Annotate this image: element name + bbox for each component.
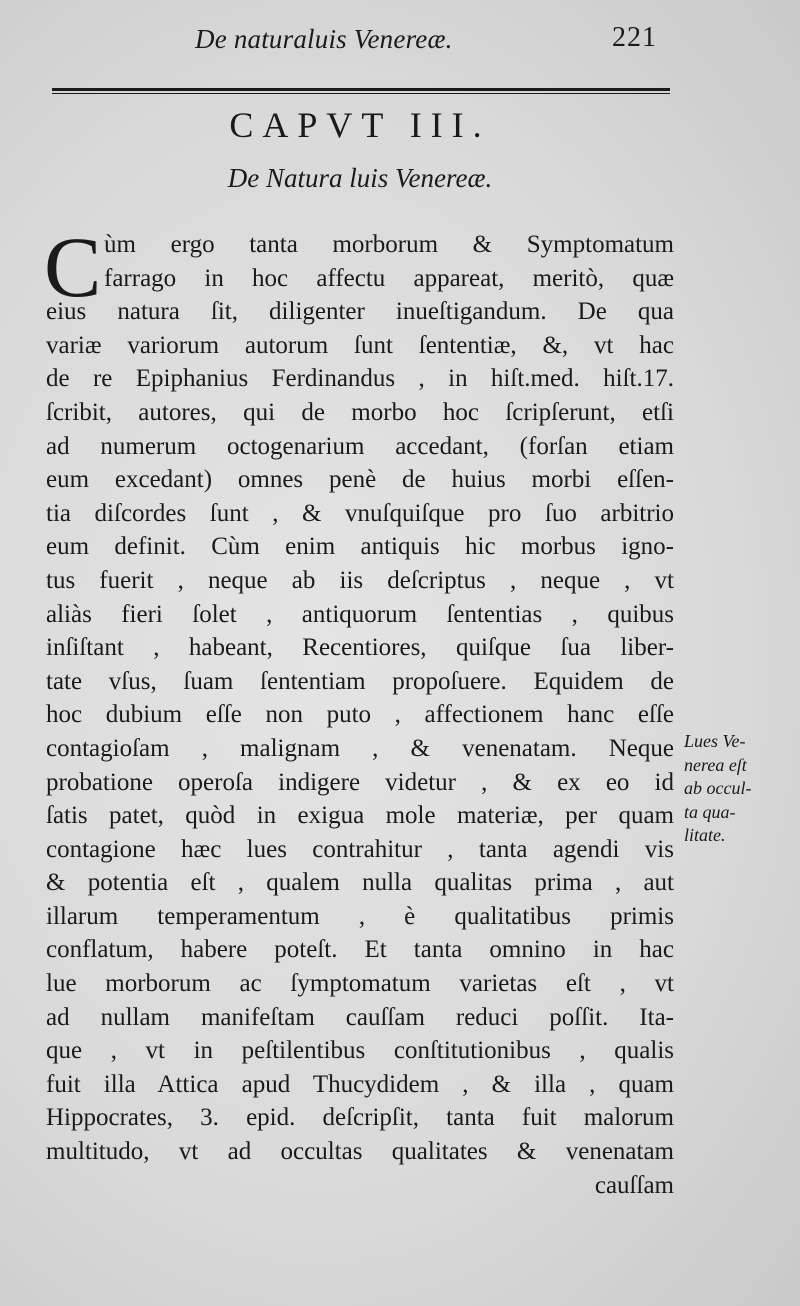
text-line: tus fuerit , neque ab iis deſcriptus , neque , vt bbox=[46, 566, 674, 594]
text-line: aliàs fieri ſolet , antiquorum ſententias , quibus bbox=[46, 600, 674, 628]
text-line: multitudo, vt ad occultas qualitates & venenatam bbox=[46, 1138, 674, 1166]
text-line: variæ variorum autorum ſunt ſententiæ, &, vt hac bbox=[46, 331, 674, 359]
text-line: de re Epiphanius Ferdinandus , in hiſt.med. hiſt.17. bbox=[46, 365, 674, 393]
text-line: ad nullam manifeſtam cauſſam reduci poſſit. Ita- bbox=[46, 1003, 674, 1031]
text-line: tia diſcordes ſunt , & vnuſquiſque pro ſuo arbitrio bbox=[46, 499, 674, 527]
marginal-note-line: nerea eſt bbox=[684, 754, 747, 775]
text-line: probatione operoſa indigere videtur , & ex eo id bbox=[46, 768, 674, 796]
text-line: ſatis patet, quòd in exigua mole materiæ, per quam bbox=[46, 802, 674, 830]
catchword: cauſſam bbox=[594, 1171, 674, 1199]
text-line: illarum temperamentum , è qualitatibus primis bbox=[46, 902, 674, 930]
text-line: farrago in hoc affectu appareat, meritò, quæ bbox=[104, 264, 674, 292]
page-number: 221 bbox=[612, 22, 657, 53]
marginal-note-line: litate. bbox=[684, 825, 726, 845]
marginal-note-line: Lues Ve- bbox=[684, 731, 746, 751]
text-line: ſcribit, autores, qui de morbo hoc ſcripſerunt, etſi bbox=[46, 398, 674, 426]
text-line: contagioſam , malignam , & venenatam. Neque bbox=[46, 734, 674, 762]
text-line: lue morborum ac ſymptomatum varietas eſt , vt bbox=[46, 970, 674, 998]
marginal-note-line: ab occul- bbox=[684, 778, 752, 798]
running-title: De naturaluis Venereæ. bbox=[195, 24, 453, 54]
chapter-subtitle: De Natura luis Venereæ. bbox=[227, 163, 493, 193]
text-line: eum definit. Cùm enim antiquis hic morbus igno- bbox=[46, 533, 674, 561]
text-line: conflatum, habere poteſt. Et tanta omnino in hac bbox=[46, 936, 674, 964]
text-line: inſiſtant , habeant, Recentiores, quiſque ſua liber- bbox=[46, 634, 674, 662]
text-line: hoc dubium eſſe non puto , affectionem hanc eſſe bbox=[46, 701, 674, 729]
text-line: & potentia eſt , qualem nulla qualitas prima , aut bbox=[46, 869, 674, 897]
text-line: ad numerum octogenarium accedant, (forſan etiam bbox=[46, 432, 674, 460]
body-text bbox=[44, 219, 674, 1202]
text-line: eum excedant) omnes penè de huius morbi eſſen- bbox=[46, 466, 674, 494]
marginal-note bbox=[684, 730, 794, 848]
text-line: eius natura ſit, diligenter inueſtigandum. De qua bbox=[46, 298, 674, 326]
text-line: ùm ergo tanta morborum & Symptomatum bbox=[104, 231, 674, 258]
marginal-note-line: ta qua- bbox=[684, 801, 736, 822]
header-rule bbox=[52, 88, 670, 94]
text-line: contagione hæc lues contrahitur , tanta agendi vis bbox=[46, 835, 674, 863]
text-line: Hippocrates, 3. epid. deſcripſit, tanta fuit malorum bbox=[46, 1104, 674, 1132]
text-line: que , vt in peſtilentibus conſtitutionibus , qualis bbox=[46, 1037, 674, 1065]
text-line: fuit illa Attica apud Thucydidem , & illa , quam bbox=[46, 1070, 674, 1098]
chapter-title: CAPVT III. bbox=[229, 105, 491, 145]
text-line: tate vſus, ſuam ſententiam propoſuere. Equidem de bbox=[46, 667, 674, 695]
drop-cap: C bbox=[44, 219, 102, 315]
